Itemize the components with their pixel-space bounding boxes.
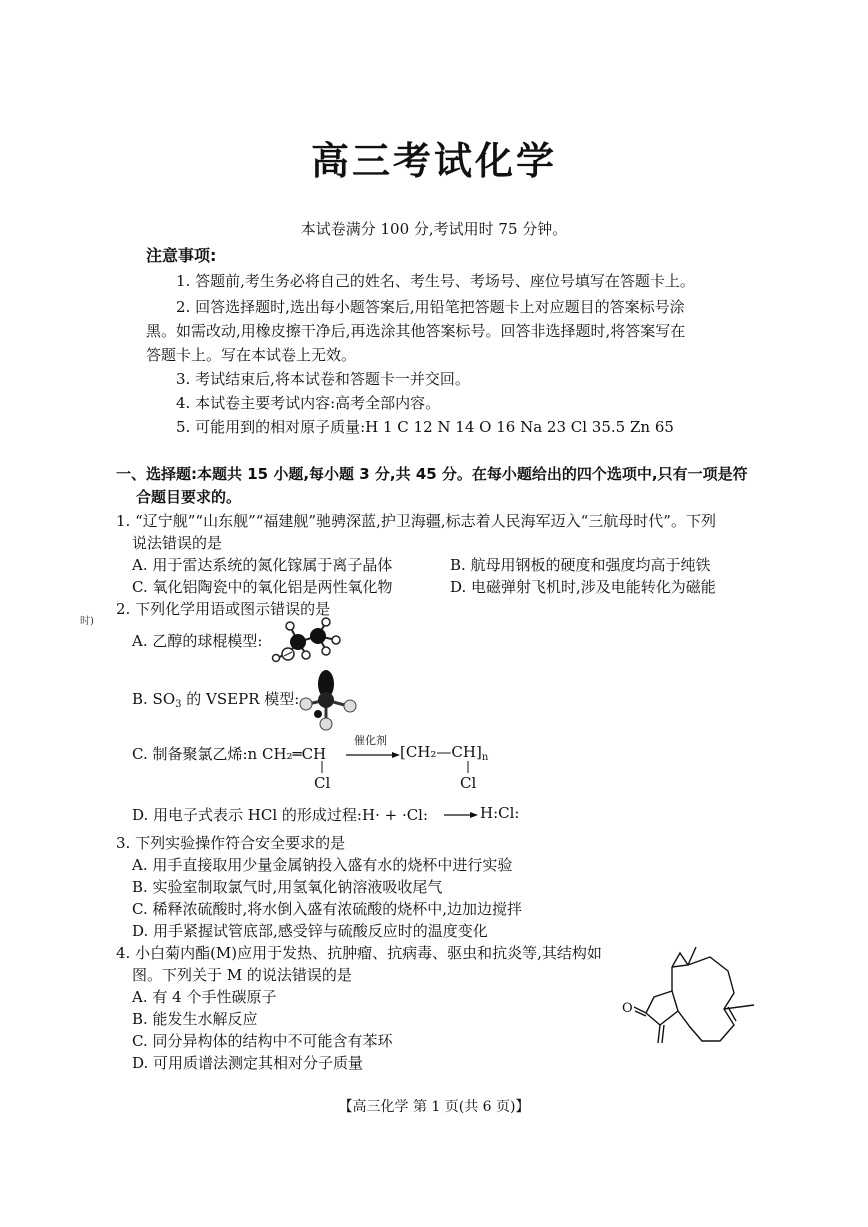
chlorine-label: Cl (314, 774, 331, 792)
q2-option-a: A. 乙醇的球棍模型: (132, 632, 263, 650)
q3-option-a: A. 用手直接取用少量金属钠投入盛有水的烧杯中进行实验 (132, 856, 513, 874)
q4-stem-cont: 图。下列关于 M 的说法错误的是 (132, 966, 352, 984)
page-footer: 【高三化学 第 1 页(共 6 页)】 (338, 1099, 530, 1115)
parthenolide-structure (620, 935, 770, 1075)
q2-c-reactant: n CH₂═CH (247, 745, 327, 763)
formation-arrow (444, 810, 478, 820)
hcl-reactants: H· + ·Cl: (361, 806, 429, 824)
q2-stem: 2. 下列化学用语或图示错误的是 (116, 600, 331, 618)
reaction-arrow (346, 750, 400, 760)
bond-line-1 (320, 761, 324, 773)
q4-option-b: B. 能发生水解反应 (132, 1010, 258, 1028)
ethanol-ball-stick-model (268, 614, 348, 664)
q2-d-prefix: D. 用电子式表示 HCl 的形成过程: (132, 806, 362, 824)
q2-b-subscript: 3 (175, 699, 182, 710)
q4-option-a: A. 有 4 个手性碳原子 (132, 988, 277, 1006)
q3-stem: 3. 下列实验操作符合安全要求的是 (116, 834, 346, 852)
q1-stem-cont: 说法错误的是 (132, 534, 223, 552)
notice-line: 1. 答题前,考生务必将自己的姓名、考生号、考场号、座位号填写在答题卡上。 (176, 272, 695, 290)
polymer-n: n (481, 752, 489, 763)
q4-option-d: D. 可用质谱法测定其相对分子质量 (132, 1054, 364, 1072)
notice-line: 黑。如需改动,用橡皮擦干净后,再选涂其他答案标号。回答非选择题时,将答案写在 (146, 322, 686, 340)
notice-line: 2. 回答选择题时,选出每小题答案后,用铅笔把答题卡上对应题目的答案标号涂 (176, 298, 685, 316)
q2-option-c (132, 743, 326, 764)
notice-line: 4. 本试卷主要考试内容:高考全部内容。 (176, 394, 441, 412)
notice-line: 答题卡上。写在本试卷上无效。 (146, 346, 357, 364)
q2-c-product (400, 743, 488, 763)
q2-b-prefix: B. SO (132, 690, 176, 708)
section-heading-cont: 合题目要求的。 (136, 488, 242, 506)
q1-option-a: A. 用于雷达系统的氮化镓属于离子晶体 (132, 556, 393, 574)
notice-line: 5. 可能用到的相对原子质量:H 1 C 12 N 14 O 16 Na 23 Cl 35.5 Zn 65 (176, 418, 674, 436)
carbonyl-oxygen: O (622, 1001, 633, 1016)
so3-vsepr-model (296, 668, 366, 732)
q3-option-c: C. 稀释浓硫酸时,将水倒入盛有浓硫酸的烧杯中,边加边搅拌 (132, 900, 523, 918)
hcl-product: H:Cl: (480, 804, 520, 822)
catalyst-label: 催化剂 (354, 734, 387, 747)
notice-line: 3. 考试结束后,将本试卷和答题卡一并交回。 (176, 370, 470, 388)
margin-mark: 时) (80, 616, 94, 627)
notice-heading: 注意事项: (146, 246, 217, 265)
q3-option-b: B. 实验室制取氯气时,用氢氧化钠溶液吸收尾气 (132, 878, 443, 896)
section-heading: 一、选择题:本题共 15 小题,每小题 3 分,共 45 分。在每小题给出的四个选项中,只有一项是符 (116, 465, 748, 483)
q3-option-d: D. 用手紧握试管底部,感受锌与硫酸反应时的温度变化 (132, 922, 488, 940)
page-title: 高三考试化学 (310, 139, 557, 183)
q2-option-b (132, 688, 299, 710)
q2-b-suffix: 的 VSEPR 模型: (181, 690, 300, 708)
q1-stem: 1. “辽宁舰”“山东舰”“福建舰”驰骋深蓝,护卫海疆,标志着人民海军迈入“三航母时代”。下列 (116, 512, 716, 530)
q2-c-prefix: C. 制备聚氯乙烯: (132, 745, 248, 763)
exam-info: 本试卷满分 100 分,考试用时 75 分钟。 (300, 220, 568, 238)
q4-stem: 4. 小白菊内酯(M)应用于发热、抗肿瘤、抗病毒、驱虫和抗炎等,其结构如 (116, 944, 602, 962)
q1-option-d: D. 电磁弹射飞机时,涉及电能转化为磁能 (450, 578, 716, 596)
q1-option-c: C. 氧化铝陶瓷中的氧化铝是两性氧化物 (132, 578, 393, 596)
chlorine-label: Cl (460, 774, 477, 792)
q4-option-c: C. 同分异构体的结构中不可能含有苯环 (132, 1032, 393, 1050)
polymer-unit: [CH₂—CH] (400, 743, 482, 761)
q1-option-b: B. 航母用钢板的硬度和强度均高于纯铁 (450, 556, 711, 574)
q2-option-d (132, 804, 428, 825)
bond-line-2 (466, 761, 470, 773)
